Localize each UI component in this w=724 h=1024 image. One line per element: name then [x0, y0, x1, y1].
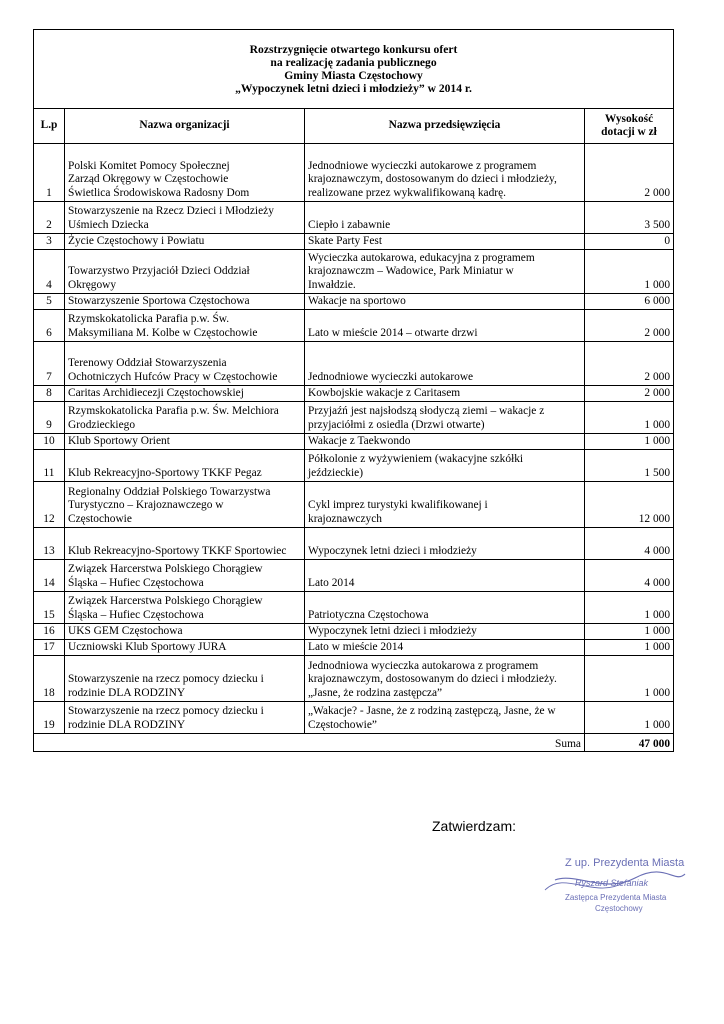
grant-amount: 4 000: [585, 528, 674, 560]
table-row: [34, 656, 674, 702]
project-line: Inwałdzie.: [308, 278, 356, 291]
row-number: 11: [34, 450, 65, 482]
organization-name: [65, 294, 305, 310]
organization-line: Częstochowie: [68, 512, 132, 525]
organization-line: Związek Harcerstwa Polskiego Chorągiew: [68, 563, 263, 576]
stamp-line-4: Częstochowy: [595, 904, 643, 913]
sum-row: [34, 734, 674, 752]
header-lp: L.p: [34, 109, 65, 144]
grant-amount: 1 000: [585, 250, 674, 294]
results-table: [33, 29, 674, 752]
organization-line: Terenowy Oddział Stowarzyszenia: [68, 357, 227, 370]
project-line: Wakacje z Taekwondo: [308, 434, 411, 447]
table-row: [34, 560, 674, 592]
project-name: [305, 434, 585, 450]
sum-value: 47 000: [585, 734, 674, 752]
organization-line: Uczniowski Klub Sportowy JURA: [68, 640, 227, 653]
table-row: [34, 624, 674, 640]
stamp-line-3: Zastępca Prezydenta Miasta: [565, 893, 667, 902]
row-number: 14: [34, 560, 65, 592]
organization-line: Caritas Archidiecezji Częstochowskiej: [68, 386, 244, 399]
grant-amount: 1 000: [585, 402, 674, 434]
organization-line: Śląska – Hufiec Częstochowa: [68, 576, 204, 589]
organization-line: rodzinie DLA RODZINY: [68, 686, 186, 699]
organization-line: Rzymskokatolicka Parafia p.w. Św.: [68, 313, 230, 326]
organization-name: [65, 624, 305, 640]
project-name: [305, 342, 585, 386]
grant-amount: 2 000: [585, 144, 674, 202]
grant-amount: 2 000: [585, 342, 674, 386]
row-number: 19: [34, 702, 65, 734]
title-line-1: Rozstrzygnięcie otwartego konkursu ofert: [249, 43, 458, 56]
table-row: [34, 342, 674, 386]
document-title: [34, 30, 674, 109]
organization-line: Okręgowy: [68, 278, 117, 291]
project-line: Patriotyczna Częstochowa: [308, 608, 429, 621]
project-line: realizowane przez wykwalifikowaną kadrę.: [308, 186, 506, 199]
project-line: przyjaciółmi z osiedla (Drzwi otwarte): [308, 418, 485, 431]
table-row: [34, 702, 674, 734]
project-name: [305, 560, 585, 592]
organization-name: [65, 202, 305, 234]
row-number: 9: [34, 402, 65, 434]
project-line: Ciepło i zabawnie: [308, 218, 391, 231]
stamp-line-2: Ryszard Stefaniak: [575, 878, 649, 888]
row-number: 4: [34, 250, 65, 294]
title-line-4: „Wypoczynek letni dzieci i młodzieży” w 2014 r.: [235, 82, 472, 95]
project-line: Wypoczynek letni dzieci i młodzieży: [308, 544, 477, 557]
row-number: 18: [34, 656, 65, 702]
grant-amount: 12 000: [585, 482, 674, 528]
grant-amount: 4 000: [585, 560, 674, 592]
organization-line: Śląska – Hufiec Częstochowa: [68, 608, 204, 621]
organization-line: Klub Sportowy Orient: [68, 434, 170, 447]
sum-label: Suma: [34, 734, 585, 752]
row-number: 17: [34, 640, 65, 656]
header-amount: [585, 109, 674, 144]
organization-line: Grodzieckiego: [68, 418, 136, 431]
project-name: [305, 624, 585, 640]
row-number: 15: [34, 592, 65, 624]
table-row: [34, 202, 674, 234]
project-name: [305, 592, 585, 624]
project-line: krajoznawczm – Wadowice, Park Miniatur w: [308, 265, 514, 278]
project-line: krajoznawczym, dostosowanym do dzieci i młodzieży.: [308, 673, 557, 686]
project-line: Jednodniowe wycieczki autokarowe: [308, 370, 474, 383]
organization-name: [65, 656, 305, 702]
organization-line: Życie Częstochowy i Powiatu: [68, 234, 205, 247]
grant-amount: 2 000: [585, 386, 674, 402]
organization-name: [65, 702, 305, 734]
organization-name: [65, 434, 305, 450]
stamp-line-1: Z up. Prezydenta Miasta: [565, 857, 685, 869]
project-name: [305, 202, 585, 234]
grant-amount: 2 000: [585, 310, 674, 342]
organization-line: Klub Rekreacyjno-Sportowy TKKF Sportowiec: [68, 544, 287, 557]
grant-amount: 6 000: [585, 294, 674, 310]
organization-line: Zarząd Okręgowy w Częstochowie: [68, 173, 229, 186]
organization-name: [65, 250, 305, 294]
table-row: [34, 640, 674, 656]
project-line: Częstochowie”: [308, 718, 377, 731]
header-amount-line-1: Wysokość: [604, 112, 654, 125]
project-line: Lato 2014: [308, 576, 355, 589]
organization-line: Stowarzyszenie na rzecz pomocy dziecku i: [68, 673, 264, 686]
row-number: 8: [34, 386, 65, 402]
grant-amount: 1 500: [585, 450, 674, 482]
project-line: Skate Party Fest: [308, 234, 383, 247]
row-number: 10: [34, 434, 65, 450]
table-row: [34, 144, 674, 202]
organization-name: [65, 528, 305, 560]
header-project-name: Nazwa przedsięwzięcia: [305, 109, 585, 144]
grant-amount: 3 500: [585, 202, 674, 234]
grant-amount: 1 000: [585, 592, 674, 624]
organization-name: [65, 560, 305, 592]
project-name: [305, 386, 585, 402]
signature-stamp: [535, 850, 695, 920]
project-name: [305, 640, 585, 656]
organization-line: UKS GEM Częstochowa: [68, 624, 183, 637]
organization-name: [65, 640, 305, 656]
row-number: 13: [34, 528, 65, 560]
project-name: [305, 656, 585, 702]
table-row: [34, 234, 674, 250]
table-row: [34, 434, 674, 450]
row-number: 6: [34, 310, 65, 342]
project-name: [305, 450, 585, 482]
organization-line: Maksymiliana M. Kolbe w Częstochowie: [68, 326, 258, 339]
project-name: [305, 144, 585, 202]
organization-line: Stowarzyszenie Sportowa Częstochowa: [68, 294, 250, 307]
table-row: [34, 386, 674, 402]
header-organization: Nazwa organizacji: [65, 109, 305, 144]
organization-name: [65, 310, 305, 342]
approval-label: Zatwierdzam:: [432, 818, 517, 834]
organization-line: rodzinie DLA RODZINY: [68, 718, 186, 731]
table-row: [34, 528, 674, 560]
organization-name: [65, 482, 305, 528]
table-row: [34, 294, 674, 310]
organization-line: Stowarzyszenie na Rzecz Dzieci i Młodzieży: [68, 205, 274, 218]
title-line-2: na realizację zadania publicznego: [270, 56, 437, 69]
project-line: Cykl imprez turystyki kwalifikowanej i: [308, 499, 488, 512]
organization-line: Towarzystwo Przyjaciół Dzieci Oddział: [68, 265, 250, 278]
project-name: [305, 702, 585, 734]
grant-amount: 1 000: [585, 434, 674, 450]
row-number: 16: [34, 624, 65, 640]
project-line: „Wakacje? - Jasne, że z rodziną zastępczą, Jasne, że w: [308, 705, 556, 718]
row-number: 12: [34, 482, 65, 528]
organization-name: [65, 450, 305, 482]
organization-line: Ochotniczych Hufców Pracy w Częstochowie: [68, 370, 278, 383]
project-name: [305, 294, 585, 310]
grant-amount: 1 000: [585, 656, 674, 702]
project-name: [305, 402, 585, 434]
project-line: Wakacje na sportowo: [308, 294, 406, 307]
organization-line: Polski Komitet Pomocy Społecznej: [68, 159, 230, 172]
project-line: Półkolonie z wyżywieniem (wakacyjne szkółki: [308, 453, 524, 466]
table-row: [34, 450, 674, 482]
project-line: Wycieczka autokarowa, edukacyjna z programem: [308, 251, 535, 264]
project-line: krajoznawczym, dostosowanym do dzieci i młodzieży,: [308, 173, 557, 186]
organization-name: [65, 386, 305, 402]
table-row: [34, 310, 674, 342]
table-header-row: [34, 109, 674, 144]
project-name: [305, 482, 585, 528]
organization-name: [65, 342, 305, 386]
grant-amount: 1 000: [585, 702, 674, 734]
row-number: 5: [34, 294, 65, 310]
organization-line: Rzymskokatolicka Parafia p.w. Św. Melchiora: [68, 405, 279, 418]
project-line: Lato w mieście 2014 – otwarte drzwi: [308, 326, 478, 339]
organization-name: [65, 144, 305, 202]
project-name: [305, 250, 585, 294]
row-number: 7: [34, 342, 65, 386]
table-row: [34, 250, 674, 294]
table-row: [34, 402, 674, 434]
project-name: [305, 310, 585, 342]
grant-amount: 1 000: [585, 624, 674, 640]
project-line: Jednodniowa wycieczka autokarowa z programem: [308, 659, 539, 672]
table-row: [34, 592, 674, 624]
organization-line: Uśmiech Dziecka: [68, 218, 149, 231]
row-number: 1: [34, 144, 65, 202]
organization-line: Świetlica Środowiskowa Radosny Dom: [68, 186, 250, 199]
row-number: 2: [34, 202, 65, 234]
organization-line: Stowarzyszenie na rzecz pomocy dziecku i: [68, 705, 264, 718]
project-line: Przyjaźń jest najsłodszą słodyczą ziemi – wakacje z: [308, 405, 545, 418]
organization-name: [65, 592, 305, 624]
grant-amount: 0: [585, 234, 674, 250]
organization-line: Klub Rekreacyjno-Sportowy TKKF Pegaz: [68, 466, 262, 479]
project-line: Wypoczynek letni dzieci i młodzieży: [308, 624, 477, 637]
header-amount-line-2: dotacji w zł: [601, 126, 657, 138]
title-line-3: Gminy Miasta Częstochowy: [284, 69, 423, 82]
project-name: [305, 234, 585, 250]
project-line: krajoznawczych: [308, 512, 382, 525]
project-line: „Jasne, że rodzina zastępcza”: [308, 686, 443, 699]
project-name: [305, 528, 585, 560]
organization-line: Związek Harcerstwa Polskiego Chorągiew: [68, 595, 263, 608]
organization-name: [65, 234, 305, 250]
table-row: [34, 482, 674, 528]
project-line: Lato w mieście 2014: [308, 640, 404, 653]
project-line: Jednodniowe wycieczki autokarowe z programem: [308, 159, 537, 172]
project-line: Kowbojskie wakacje z Caritasem: [308, 386, 461, 399]
organization-line: Turystyczno – Krajoznawczego w: [68, 499, 224, 512]
organization-line: Regionalny Oddział Polskiego Towarzystwa: [68, 485, 271, 498]
grant-amount: 1 000: [585, 640, 674, 656]
organization-name: [65, 402, 305, 434]
project-line: jeździeckie): [308, 466, 364, 479]
row-number: 3: [34, 234, 65, 250]
